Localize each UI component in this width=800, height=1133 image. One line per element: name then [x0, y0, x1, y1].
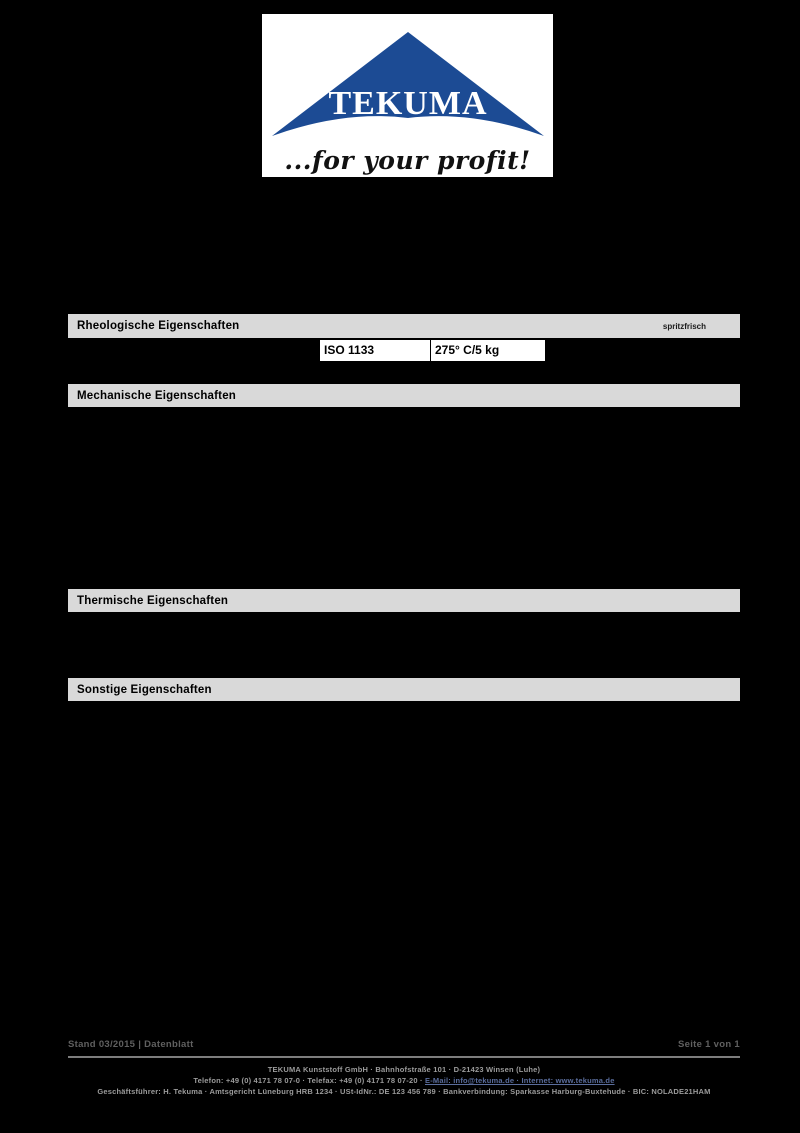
section-header-thermische: [68, 589, 740, 612]
rheology-condition-cell: 275° C/5 kg: [430, 340, 545, 361]
rheology-row: [319, 340, 545, 361]
rheology-standard-cell: ISO 1133: [319, 340, 430, 361]
footer-legal: Geschäftsführer: H. Tekuma · Amtsgericht Lüneburg HRB 1234 · USt-IdNr.: DE 123 456 789 · Bankverbindung: Sparkasse Harburg-Buxtehude · BIC: NOLADE21HAM: [97, 1087, 711, 1096]
section-header-mechanische: [68, 384, 740, 407]
footer-page-number: Seite 1 von 1: [678, 1039, 740, 1050]
section-title: Sonstige Eigenschaften: [77, 683, 212, 696]
logo-brand-text: TEKUMA: [328, 85, 488, 122]
section-note-spritzfrisch: spritzfrisch: [662, 321, 706, 331]
footer-contact-links[interactable]: E-Mail: info@tekuma.de · Internet: www.tekuma.de: [425, 1076, 615, 1085]
section-title: Rheologische Eigenschaften: [77, 320, 240, 332]
footer-contact: [68, 1076, 740, 1085]
section-header-sonstige: [68, 678, 740, 701]
footer-revision: Stand 03/2015 | Datenblatt: [68, 1039, 194, 1050]
footer-meta: [68, 1039, 740, 1050]
logo-tagline: ...for your profit!: [284, 146, 531, 175]
footer-contact-phone: Telefon: +49 (0) 4171 78 07-0 · Telefax: +49 (0) 4171 78 07-20 ·: [193, 1076, 425, 1085]
footer-divider: [68, 1056, 740, 1058]
section-header-rheologische: [68, 314, 740, 338]
section-title: Mechanische Eigenschaften: [77, 389, 237, 402]
logo-triangle-icon: [262, 18, 553, 146]
logo: [262, 14, 553, 177]
footer-address: TEKUMA Kunststoff GmbH · Bahnhofstraße 101 · D-21423 Winsen (Luhe): [267, 1065, 541, 1074]
section-title: Thermische Eigenschaften: [77, 594, 229, 607]
